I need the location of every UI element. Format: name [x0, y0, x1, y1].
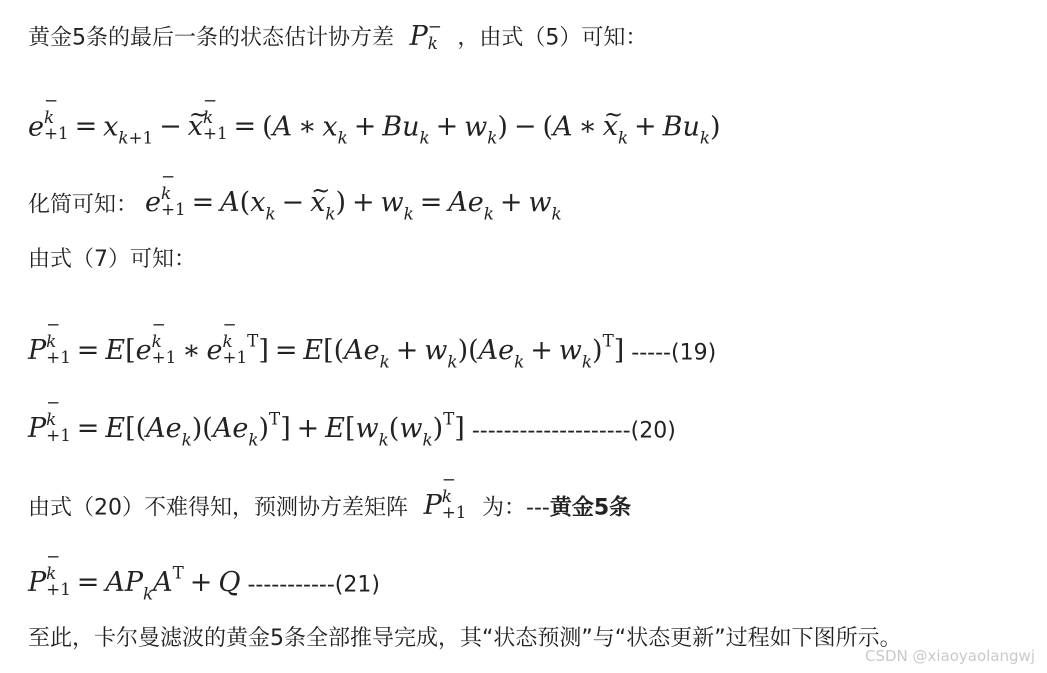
text-simplify: 化简可知：	[28, 192, 139, 218]
paragraph-simplify	[28, 168, 562, 229]
text-from-eq5: ，由式（5）可知：	[457, 25, 648, 51]
equation-19: P − k +1 = E[e − k +1 ∗ e − k +1 $^T] = E[(Ae_k + w_k)(Ae_k + w_k)^T]$	[28, 314, 625, 372]
paragraph-from-eq7	[28, 245, 196, 275]
paragraph-from-eq20	[28, 471, 631, 523]
paragraph-conclusion	[28, 624, 902, 654]
equation-21: P − k +1 = $AP_kA^T + Q$	[28, 546, 241, 604]
text-golden-five: 黄金5条	[549, 495, 632, 521]
equation-21-row	[28, 548, 380, 609]
equation-20-row	[28, 394, 676, 455]
text-is: 为：---	[482, 495, 550, 521]
watermark: CSDN @xiaoyaolangwj	[864, 647, 1035, 665]
text-intro: 黄金5条的最后一条的状态估计协方差	[28, 25, 394, 51]
text-conclusion: 至此，卡尔曼滤波的黄金5条全部推导完成，其“状态预测”与“状态更新”过程如下图所示。	[28, 626, 902, 651]
equation-error-def: e − k +1 = $x_{k+1}$ −~ x − k +1 = (A ∗ $x_k + Bu_k + w_k) - (A$ ∗~ $x_k + Bu_k$)	[28, 92, 721, 153]
text-from-eq7: 由式（7）可知：	[28, 247, 196, 272]
formula-pk-minus: P − k	[401, 16, 442, 53]
equation-19-tag: -----(19)	[631, 340, 717, 366]
formula-pk1-minus: P − k +1	[415, 469, 467, 523]
paragraph-1	[28, 18, 647, 54]
equation-21-tag: -----------(21)	[247, 572, 380, 598]
text-from-eq20: 由式（20）不难得知，预测协方差矩阵	[28, 495, 408, 521]
equation-20: P − k +1 = $E[(Ae_k)(Ae_k)^T] + E[w_k(w_k)^T]$	[28, 392, 465, 450]
equation-19-row	[28, 316, 716, 377]
equation-simplified: e − k +1 = $A(x_k$ −~ $x_k) + w_k = Ae_k + w_k$	[145, 187, 562, 218]
equation-20-tag: --------------------(20)	[471, 418, 676, 444]
